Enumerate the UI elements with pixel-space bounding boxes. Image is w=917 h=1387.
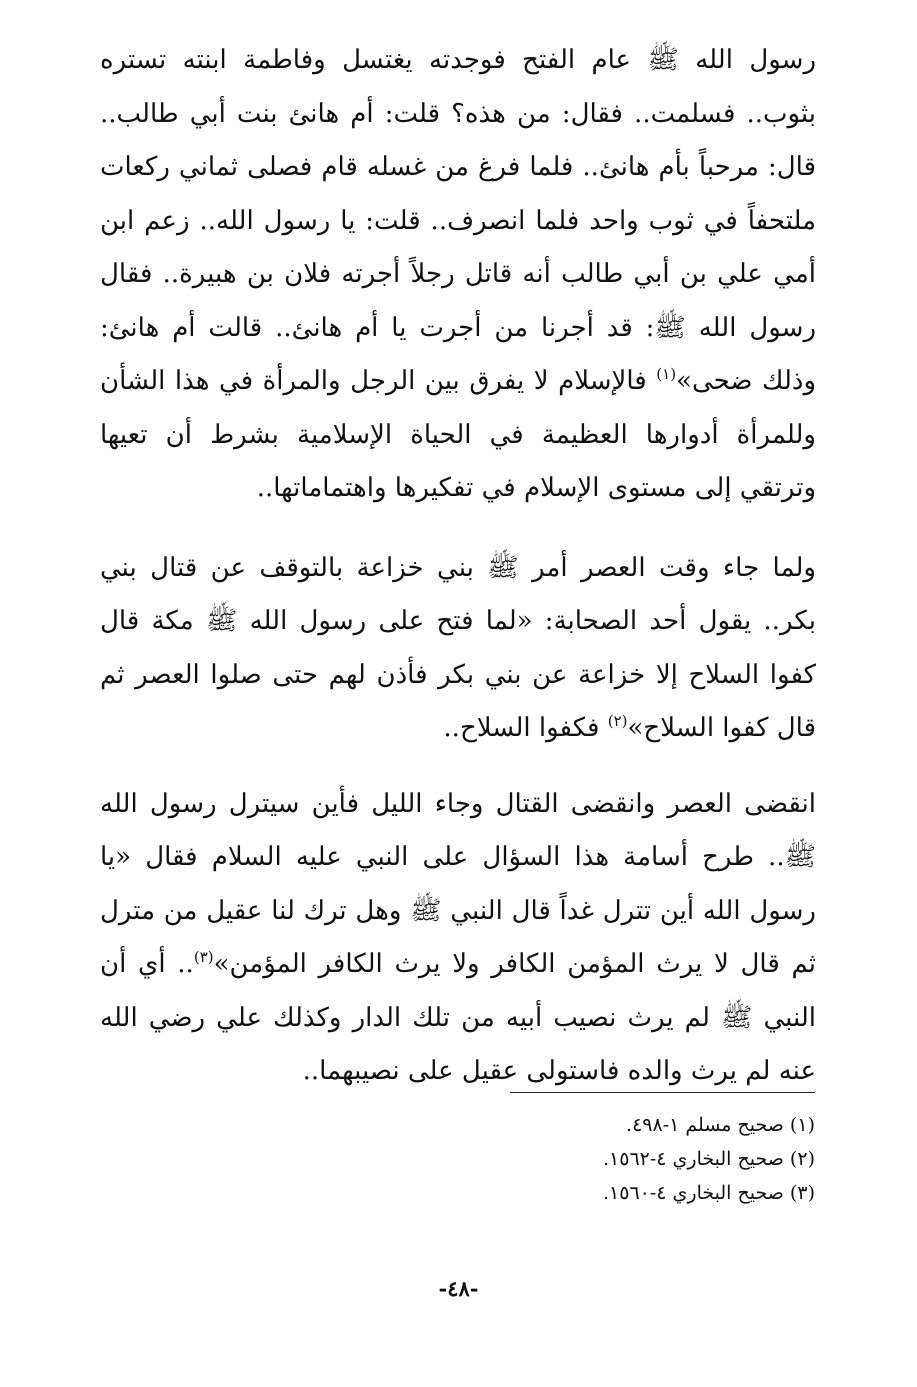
paragraph-text: انقضى العصر وانقضى القتال وجاء الليل فأين سيترل رسول الله ﷺ.. طرح أسامة هذا السؤال على النبي عليه السلام فقال «يا رسول الله أين تترل غداً قال النبي ﷺ وهل ترك لنا عقيل من مترل ثم قال لا يرث المؤمن الكافر ولا يرث الكافر المؤمن» — [100, 788, 816, 979]
footnote-item: (٢) صحيح البخاري ٤-١٥٦٢. — [603, 1148, 815, 1170]
page-body — [100, 34, 816, 1099]
paragraph-3 — [100, 778, 816, 1099]
paragraph-2 — [100, 542, 816, 756]
footnote-divider — [510, 1092, 815, 1093]
paragraph-text: رسول الله ﷺ عام الفتح فوجدته يغتسل وفاطمة ابنته تستره بثوب.. فسلمت.. فقال: من هذه؟ قلت: أم هانئ بنت أبي طالب.. قال: مرحباً بأم هانئ.. فلما فرغ من غسله قام فصلى ثماني ركعات ملتحفاً في ثوب واحد فلما انصرف.. قلت: يا رسول الله.. زعم ابن أمي علي بن أبي طالب أنه قاتل رجلاً أجرته فلان بن هبيرة.. فقال رسول الله ﷺ: قد أجرنا من أجرت يا أم هانئ.. قالت أم هانئ: وذلك ضحى» — [100, 45, 817, 396]
footnote-ref-1: (١) — [656, 365, 677, 383]
paragraph-text: فالإسلام لا يفرق بين الرجل والمرأة في هذا الشأن وللمرأة أدوارها العظيمة في الحياة الإسلامية بشرط أن تعيها وترتقي إلى مستوى الإسلام في تفكيرها واهتماماتها.. — [100, 366, 816, 503]
page-number: -٤٨- — [438, 1276, 479, 1301]
paragraph-text: فكفوا السلاح.. — [443, 713, 608, 743]
footnotes-list — [315, 1108, 815, 1210]
footnote-ref-2: (٢) — [607, 712, 628, 730]
footnote-item: (١) صحيح مسلم ١-٤٩٨. — [626, 1114, 815, 1136]
footnote-ref-3: (٣) — [193, 948, 214, 966]
paragraph-text: .. أي أن النبي ﷺ لم يرث نصيب أبيه من تلك الدار وكذلك علي رضي الله عنه لم يرث والده فاستولى عقيل على نصيبهما.. — [100, 949, 816, 1086]
paragraph-text: ولما جاء وقت العصر أمر ﷺ بني خزاعة بالتوقف عن قتال بني بكر.. يقول أحد الصحابة: «لما فتح على رسول الله ﷺ مكة قال كفوا السلاح إلا خزاعة عن بني بكر فأذن لهم حتى صلوا العصر ثم قال كفوا السلاح» — [100, 552, 816, 743]
footnote-item: (٣) صحيح البخاري ٤-١٥٦٠. — [603, 1182, 815, 1204]
paragraph-1 — [100, 34, 816, 516]
